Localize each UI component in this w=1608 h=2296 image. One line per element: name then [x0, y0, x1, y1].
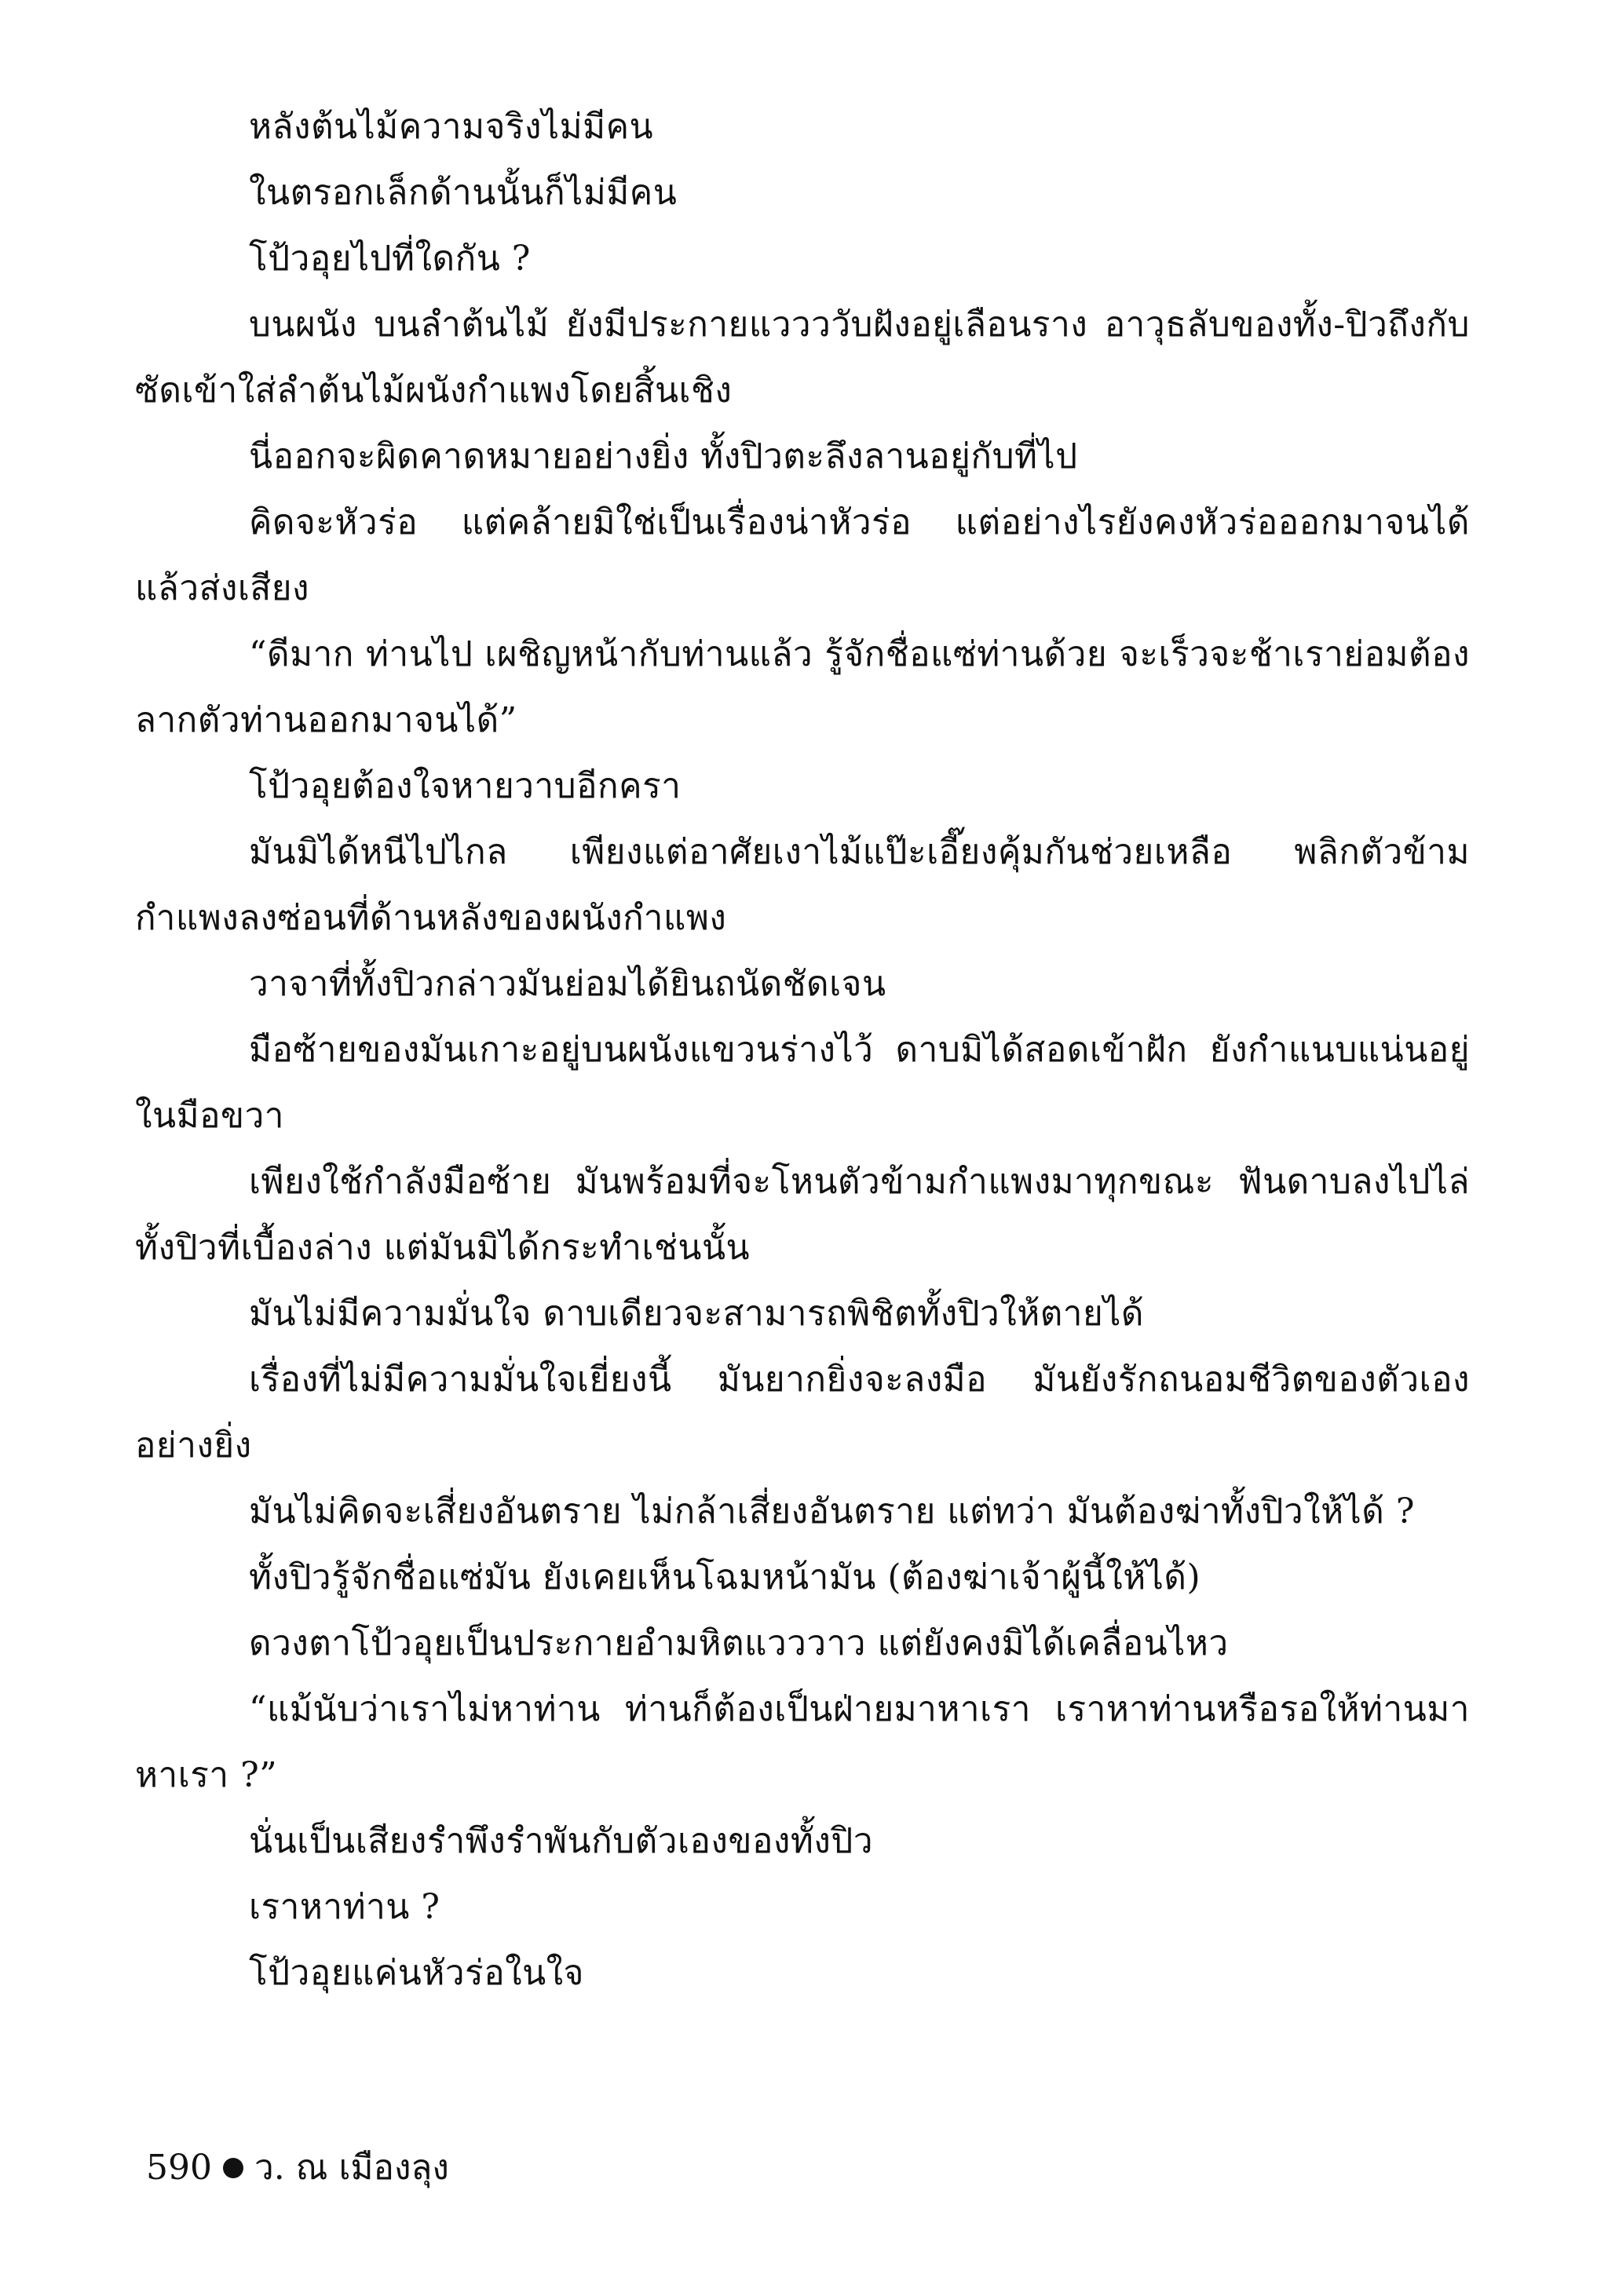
paragraph: หลังต้นไม้ความจริงไม่มีคน — [249, 107, 654, 147]
page-footer — [146, 2145, 449, 2192]
paragraph: วาจาที่ทั้งปิวกล่าวมันย่อมได้ยินถนัดชัดเจน — [249, 964, 886, 1004]
body-text — [135, 94, 1470, 2006]
paragraph: “แม้นับว่าเราไม่หาท่าน ท่านก็ต้องเป็นฝ่ายมาหาเรา เราหาท่านหรือรอให้ท่านมาหาเรา ?” — [135, 1689, 1470, 1795]
author-name: ว. ณ เมืองลุง — [254, 2148, 449, 2188]
paragraph: โป้วอุยไปที่ใดกัน ? — [249, 239, 531, 279]
paragraph: บนผนัง บนลำต้นไม้ ยังมีประกายแววววับฝังอยู่เลือนราง อาวุธลับของทั้ง-ปิวถึงกับซัดเข้าใส่ลำต้นไม้ผนังกำแพงโดยสิ้นเชิง — [135, 305, 1470, 411]
paragraph: ดวงตาโป้วอุยเป็นประกายอำมหิตแวววาว แต่ยังคงมิได้เคลื่อนไหว — [249, 1623, 1229, 1663]
paragraph: มันไม่มีความมั่นใจ ดาบเดียวจะสามารถพิชิตทั้งปิวให้ตายได้ — [249, 1294, 1144, 1334]
paragraph: โป้วอุยต้องใจหายวาบอีกครา — [249, 766, 682, 806]
paragraph: คิดจะหัวร่อ แต่คล้ายมิใช่เป็นเรื่องน่าหัวร่อ แต่อย่างไรยังคงหัวร่อออกมาจนได้ แล้วส่งเสียง — [135, 502, 1470, 608]
paragraph: เรื่องที่ไม่มีความมั่นใจเยี่ยงนี้ มันยากยิ่งจะลงมือ มันยังรักถนอมชีวิตของตัวเองอย่างยิ่ง — [135, 1360, 1470, 1466]
paragraph: มันไม่คิดจะเสี่ยงอันตราย ไม่กล้าเสี่ยงอันตราย แต่ทว่า มันต้องฆ่าทั้งปิวให้ได้ ? — [249, 1491, 1415, 1531]
paragraph: มือซ้ายของมันเกาะอยู่บนผนังแขวนร่างไว้ ดาบมิได้สอดเข้าฝัก ยังกำแนบแน่นอยู่ในมือขวา — [135, 1030, 1470, 1136]
paragraph: มันมิได้หนีไปไกล เพียงแต่อาศัยเงาไม้แป๊ะเอี๊ยงคุ้มกันช่วยเหลือ พลิกตัวข้ามกำแพงลงซ่อนที่ด้านหลังของผนังกำแพง — [135, 832, 1470, 938]
page-number: 590 — [146, 2148, 212, 2188]
paragraph: นั่นเป็นเสียงรำพึงรำพันกับตัวเองของทั้งปิว — [249, 1821, 874, 1861]
paragraph: “ดีมาก ท่านไป เผชิญหน้ากับท่านแล้ว รู้จักชื่อแซ่ท่านด้วย จะเร็วจะช้าเราย่อมต้องลากตัวท่านออกมาจนได้” — [135, 634, 1470, 740]
bullet-icon — [223, 2158, 243, 2178]
paragraph: โป้วอุยแค่นหัวร่อในใจ — [249, 1953, 584, 1993]
paragraph: ทั้งปิวรู้จักชื่อแซ่มัน ยังเคยเห็นโฉมหน้ามัน (ต้องฆ่าเจ้าผู้นี้ให้ได้) — [249, 1557, 1201, 1597]
paragraph: ในตรอกเล็กด้านนั้นก็ไม่มีคน — [249, 173, 678, 213]
paragraph: เพียงใช้กำลังมือซ้าย มันพร้อมที่จะโหนตัวข้ามกำแพงมาทุกขณะ ฟันดาบลงไปไล่ทั้งปิวที่เบื้องล่าง แต่มันมิได้กระทำเช่นนั้น — [135, 1162, 1470, 1268]
paragraph: นี่ออกจะผิดคาดหมายอย่างยิ่ง ทั้งปิวตะลึงลานอยู่กับที่ไป — [249, 436, 1078, 476]
paragraph: เราหาท่าน ? — [249, 1887, 440, 1927]
